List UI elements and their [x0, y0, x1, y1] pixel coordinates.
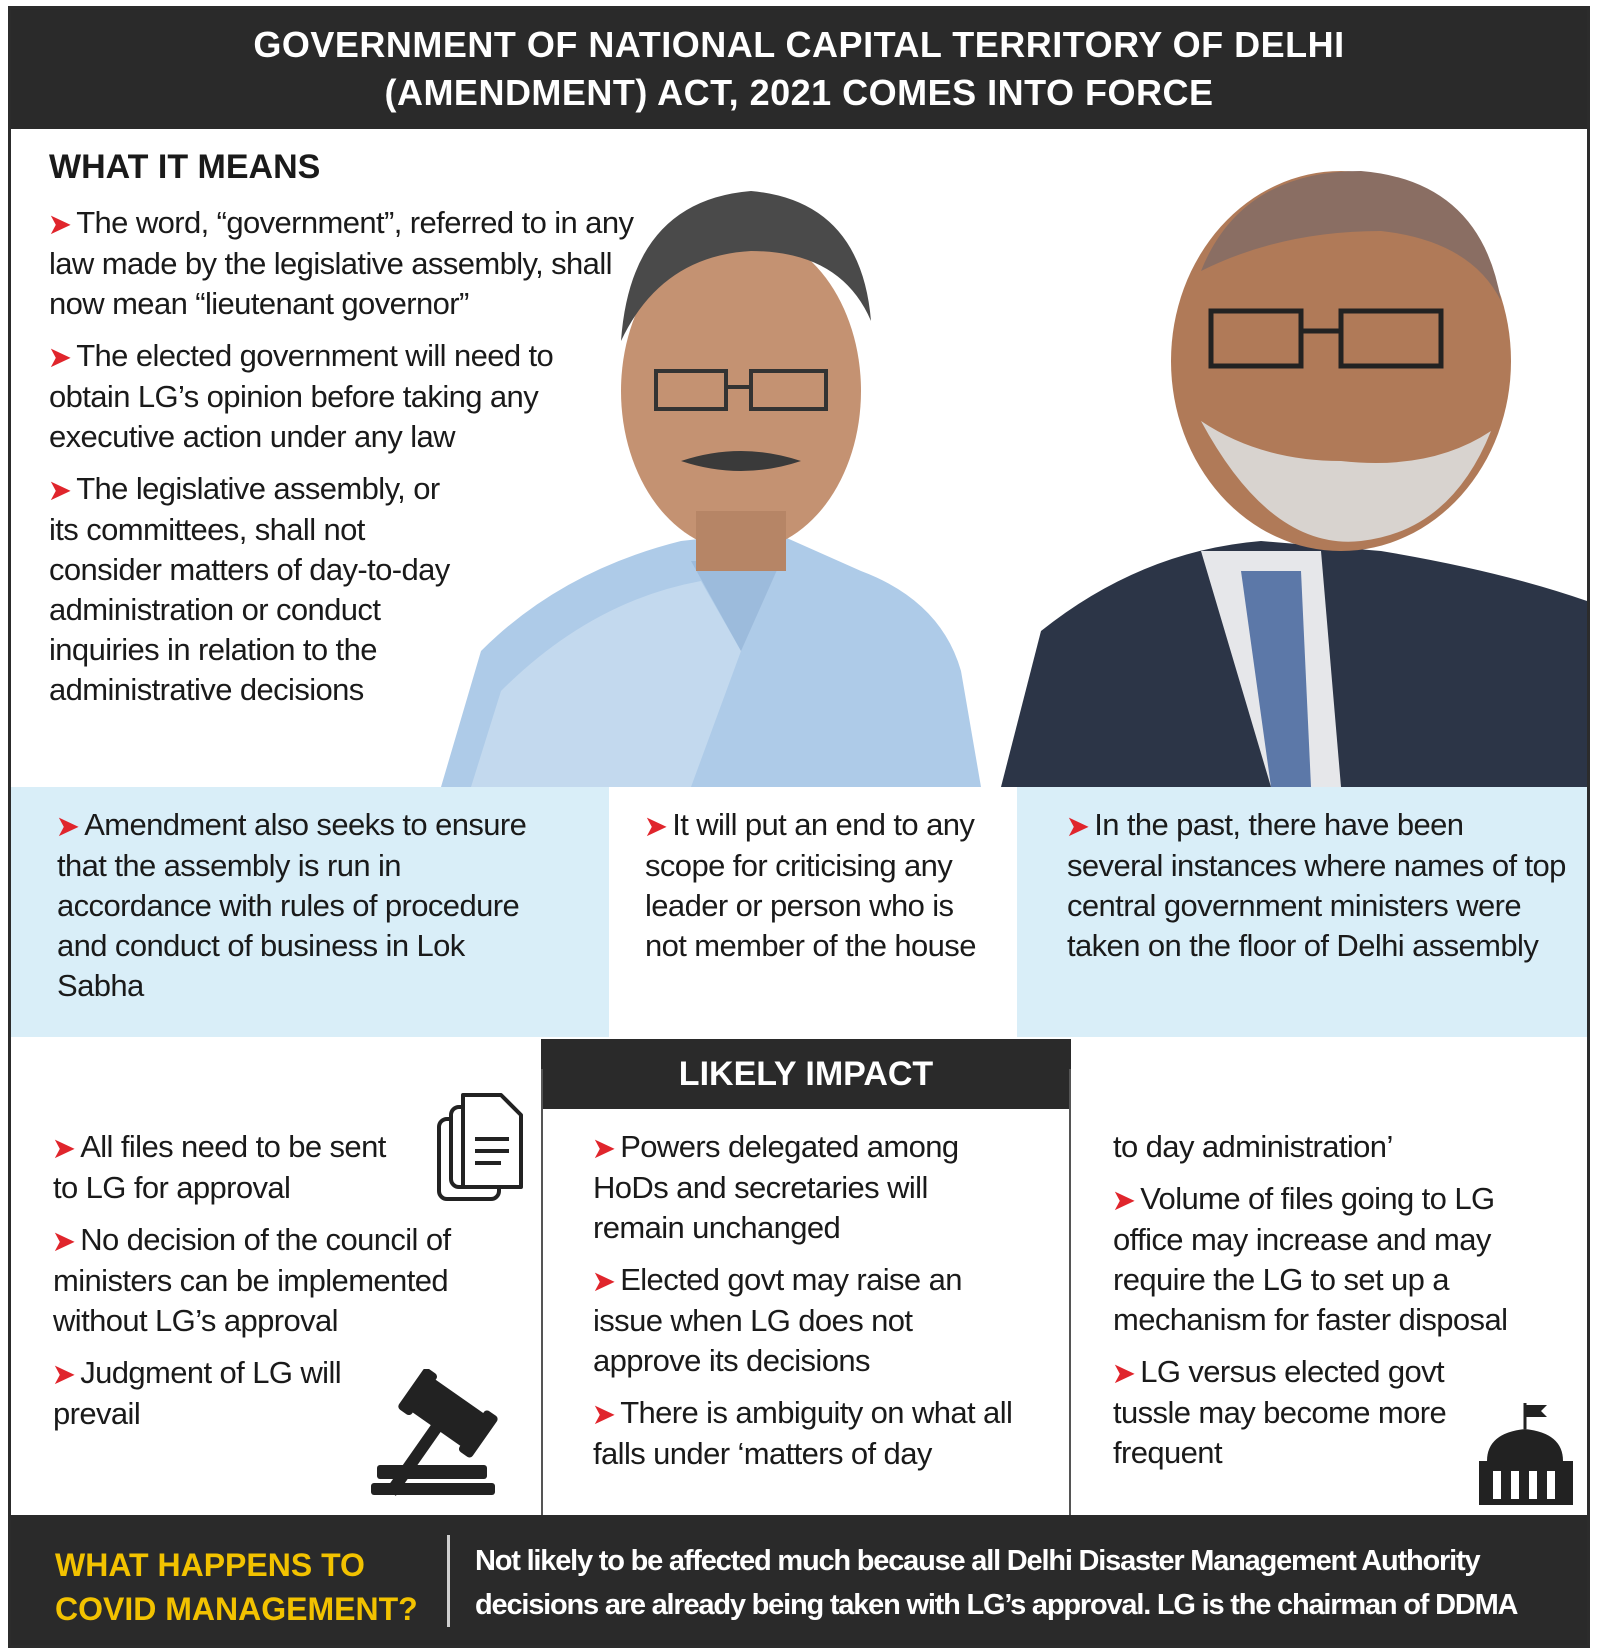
column-divider: [1069, 1069, 1071, 1515]
impact-bullet-text: All files need to be sent to LG for approval: [53, 1129, 386, 1205]
band-point-text: It will put an end to any scope for criticising any leader or person who is not member of the house: [645, 807, 976, 963]
impact-bullet: [1113, 1352, 1473, 1473]
covid-answer: Not likely to be affected much because all Delhi Disaster Management Authority decisions are already being taken with LG’s approval. LG is the chairman of DDMA: [475, 1545, 1518, 1621]
impact-bullet: [593, 1260, 1013, 1381]
government-building-icon: [1473, 1399, 1583, 1509]
band-point-3: [1067, 805, 1567, 966]
arrow-bullet-icon: ➤: [57, 811, 79, 841]
arrow-bullet-icon: ➤: [49, 475, 71, 505]
means-bullet: [49, 203, 639, 324]
files-icon: [431, 1089, 531, 1209]
impact-bullet-text: There is ambiguity on what all falls under ‘matters of day: [593, 1395, 1013, 1471]
covid-management-band: [11, 1515, 1587, 1645]
impact-bullet: [1113, 1179, 1563, 1340]
band-point-text: Amendment also seeks to ensure that the assembly is run in accordance with rules of procedure and conduct of business in Lok Sabha: [57, 807, 527, 1003]
covid-question-line-1: WHAT HAPPENS TO: [55, 1547, 365, 1583]
arrow-bullet-icon: ➤: [49, 209, 71, 239]
means-bullet-text: The word, “government”, referred to in any law made by the legislative assembly, shall now mean “lieutenant governor”: [49, 205, 634, 321]
band-point-text: In the past, there have been several instances where names of top central government ministers were taken on the floor of Delhi assembly: [1067, 807, 1566, 963]
page-title-line-1: GOVERNMENT OF NATIONAL CAPITAL TERRITORY OF DELHI: [253, 24, 1345, 65]
impact-bullet: [53, 1353, 343, 1434]
impact-continued-text: to day administration’: [1113, 1129, 1393, 1164]
band-point-1: [57, 805, 527, 1006]
impact-middle-column: [593, 1127, 1053, 1486]
impact-bullet: [53, 1127, 413, 1208]
impact-bullet: [593, 1393, 1053, 1474]
impact-bullet: [53, 1220, 493, 1341]
impact-bullet-text: Elected govt may raise an issue when LG does not approve its decisions: [593, 1262, 962, 1378]
impact-bullet-text: Judgment of LG will prevail: [53, 1355, 342, 1431]
covid-divider: [447, 1535, 450, 1627]
amendment-band: [11, 787, 1587, 1037]
arrow-bullet-icon: ➤: [593, 1399, 615, 1429]
what-it-means-section: [49, 145, 689, 722]
arrow-bullet-icon: ➤: [1113, 1358, 1135, 1388]
covid-question: [55, 1543, 418, 1631]
arrow-bullet-icon: ➤: [53, 1359, 75, 1389]
page-title-line-2: (AMENDMENT) ACT, 2021 COMES INTO FORCE: [384, 72, 1214, 113]
impact-bullet-text: No decision of the council of ministers can be implemented without LG’s approval: [53, 1222, 451, 1338]
gavel-icon: [371, 1369, 541, 1499]
arrow-bullet-icon: ➤: [53, 1226, 75, 1256]
arrow-bullet-icon: ➤: [645, 811, 667, 841]
arrow-bullet-icon: ➤: [593, 1133, 615, 1163]
column-divider: [541, 1069, 543, 1515]
infographic: [8, 6, 1590, 1648]
arrow-bullet-icon: ➤: [53, 1133, 75, 1163]
likely-impact-heading: LIKELY IMPACT: [541, 1039, 1071, 1109]
impact-bullet: [593, 1127, 1023, 1248]
arrow-bullet-icon: ➤: [593, 1266, 615, 1296]
band-point-2: [645, 805, 985, 966]
arrow-bullet-icon: ➤: [49, 342, 71, 372]
means-bullet-text: The legislative assembly, or its committees, shall not consider matters of day-to-day administration or conduct inquiries in relation to the administrative decisions: [49, 471, 450, 707]
impact-bullet-text: LG versus elected govt tussle may become more frequent: [1113, 1354, 1447, 1470]
what-it-means-heading: WHAT IT MEANS: [49, 148, 321, 186]
title-bar: [11, 9, 1587, 129]
means-bullet: [49, 336, 609, 457]
impact-bullet-text: Volume of files going to LG office may increase and may require the LG to set up a mechanism for faster disposal: [1113, 1181, 1508, 1337]
arrow-bullet-icon: ➤: [1067, 811, 1089, 841]
means-bullet-text: The elected government will need to obtain LG’s opinion before taking any executive action under any law: [49, 338, 554, 454]
means-bullet: [49, 469, 459, 710]
arrow-bullet-icon: ➤: [1113, 1185, 1135, 1215]
impact-bullet-text: Powers delegated among HoDs and secretaries will remain unchanged: [593, 1129, 959, 1245]
covid-question-line-2: COVID MANAGEMENT?: [55, 1591, 418, 1627]
